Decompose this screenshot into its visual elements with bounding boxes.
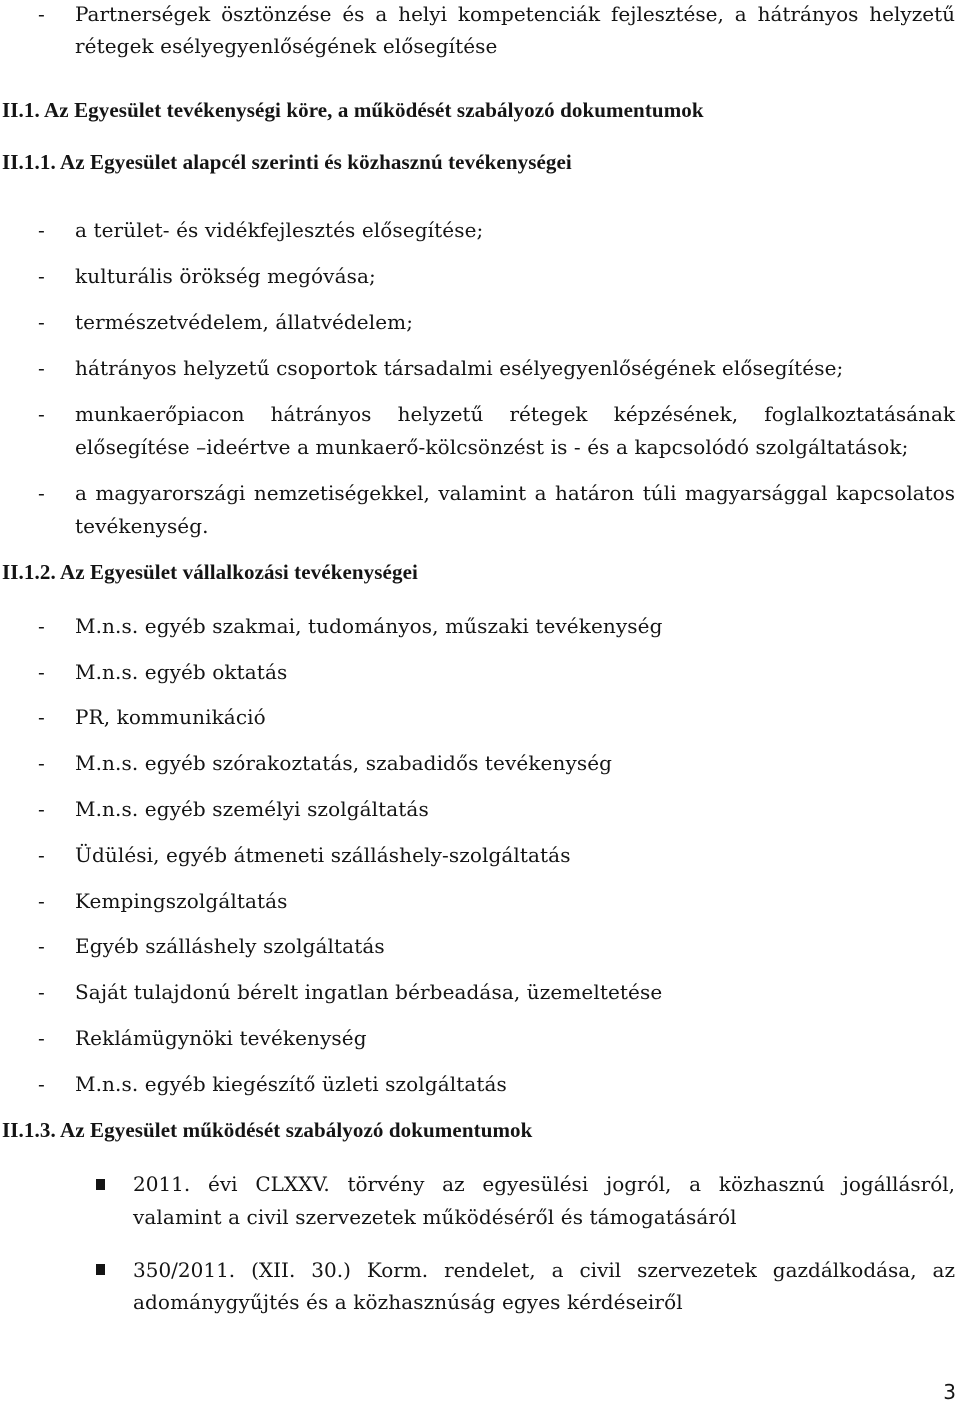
list-item: természetvédelem, állatvédelem;: [75, 310, 414, 334]
document-ref-line-2: valamint a civil szervezetek működéséről és támogatásáról: [133, 1205, 737, 1229]
subsection-title-3: II.1.3. Az Egyesület működését szabályozó dokumentumok: [2, 1118, 533, 1142]
list-dash: -: [38, 310, 45, 334]
document-ref-line-1: 2011. évi CLXXV. törvény az egyesülési jogról, a közhasznú jogállásról,: [133, 1172, 955, 1196]
subsection-title-2: II.1.2. Az Egyesület vállalkozási tevékenységei: [2, 560, 418, 584]
list-dash: -: [38, 980, 45, 1004]
document-ref-line-1: 350/2011. (XII. 30.) Korm. rendelet, a civil szervezetek gazdálkodása, az: [133, 1258, 955, 1282]
list-item: M.n.s. egyéb személyi szolgáltatás: [75, 797, 429, 821]
list-dash: -: [38, 402, 45, 426]
list-dash: -: [38, 614, 45, 638]
list-item: M.n.s. egyéb szórakoztatás, szabadidős tevékenység: [75, 751, 613, 775]
list-item: Reklámügynöki tevékenység: [75, 1026, 367, 1050]
list-dash: -: [38, 660, 45, 684]
list-dash: -: [38, 934, 45, 958]
list-dash: -: [38, 751, 45, 775]
square-bullet-icon: [96, 1264, 105, 1275]
section-title: II.1. Az Egyesület tevékenységi köre, a működését szabályozó dokumentumok: [2, 98, 704, 122]
list-item: Saját tulajdonú bérelt ingatlan bérbeadása, üzemeltetése: [75, 980, 663, 1004]
list-dash: -: [38, 1072, 45, 1096]
list-dash: -: [38, 481, 45, 505]
list-item: M.n.s. egyéb szakmai, tudományos, műszaki tevékenység: [75, 614, 663, 638]
intro-line-1: Partnerségek ösztönzése és a helyi kompetenciák fejlesztése, a hátrányos helyzetű: [75, 2, 955, 26]
list-dash: -: [38, 218, 45, 242]
list-item-line-1: a magyarországi nemzetiségekkel, valamint a határon túli magyarsággal kapcsolatos: [75, 481, 955, 505]
list-dash: -: [38, 2, 45, 26]
subsection-title-1: II.1.1. Az Egyesület alapcél szerinti és közhasznú tevékenységei: [2, 150, 572, 174]
list-dash: -: [38, 705, 45, 729]
list-item: M.n.s. egyéb oktatás: [75, 660, 288, 684]
square-bullet-icon: [96, 1179, 105, 1190]
list-item: Kempingszolgáltatás: [75, 889, 288, 913]
list-item: hátrányos helyzetű csoportok társadalmi esélyegyenlőségének elősegítése;: [75, 356, 844, 380]
list-dash: -: [38, 843, 45, 867]
list-item: PR, kommunikáció: [75, 705, 266, 729]
list-item: kulturális örökség megóvása;: [75, 264, 376, 288]
document-ref-line-2: adománygyűjtés és a közhasznúság egyes kérdéseiről: [133, 1290, 683, 1314]
list-item-line-2: elősegítése –ideértve a munkaerő-kölcsönzést is - és a kapcsolódó szolgáltatások;: [75, 435, 909, 459]
list-dash: -: [38, 1026, 45, 1050]
intro-line-2: rétegek esélyegyenlőségének elősegítése: [75, 34, 498, 58]
list-item: Egyéb szálláshely szolgáltatás: [75, 934, 385, 958]
list-dash: -: [38, 356, 45, 380]
list-item-line-2: tevékenység.: [75, 514, 209, 538]
list-item: M.n.s. egyéb kiegészítő üzleti szolgáltatás: [75, 1072, 507, 1096]
list-dash: -: [38, 889, 45, 913]
list-item: Üdülési, egyéb átmeneti szálláshely-szolgáltatás: [75, 843, 571, 867]
page-number: 3: [943, 1380, 956, 1404]
list-item-line-1: munkaerőpiacon hátrányos helyzetű rétegek képzésének, foglalkoztatásának: [75, 402, 955, 426]
list-dash: -: [38, 264, 45, 288]
list-dash: -: [38, 797, 45, 821]
list-item: a terület- és vidékfejlesztés elősegítése;: [75, 218, 484, 242]
